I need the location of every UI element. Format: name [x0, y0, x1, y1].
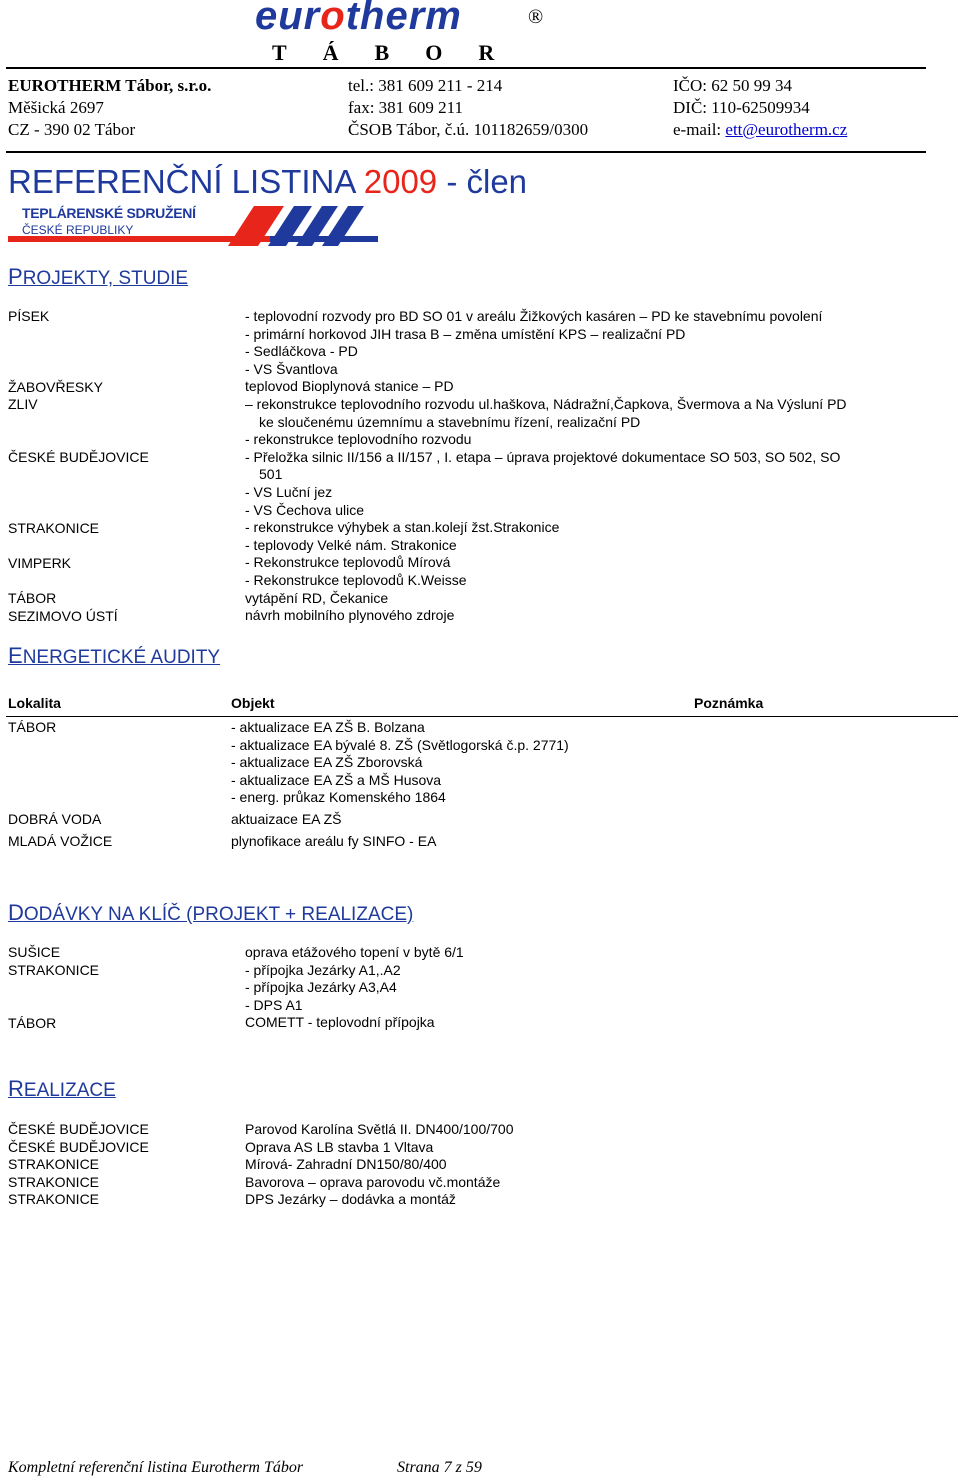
list-item: DPS Jezárky – dodávka a montáž: [245, 1191, 456, 1208]
list-item: - Sedláčkova - PD: [245, 343, 358, 360]
projekty-location: ČESKÉ BUDĚJOVICE: [8, 449, 149, 465]
list-item: Parovod Karolína Světlá II. DN400/100/700: [245, 1121, 514, 1137]
list-item: – rekonstrukce teplovodního rozvodu ul.haškova, Nádražní,Čapkova, Švermova a Na Výsluní PD: [245, 395, 847, 412]
header-rule-top: [6, 67, 926, 69]
list-item: ČESKÉ BUDĚJOVICE: [8, 1138, 149, 1155]
company-street: Měšická 2697: [8, 98, 104, 117]
list-item: ČESKÉ BUDĚJOVICE: [8, 1121, 149, 1137]
list-item: - rekonstrukce teplovodního rozvodu: [245, 431, 472, 448]
company-dic: DIČ: 110-62509934: [673, 98, 810, 117]
list-item: - Rekonstrukce teplovodů Mírová: [245, 554, 451, 571]
section-audity-heading: ENERGETICKÉ AUDITY: [8, 643, 221, 668]
list-item: oprava etážového topení v bytě 6/1: [245, 944, 464, 960]
tsr-logo-line1: TEPLÁRENSKÉ SDRUŽENÍ: [22, 205, 196, 221]
list-item: STRAKONICE: [8, 1156, 100, 1173]
table-cell-lokalita: MLADÁ VOŽICE: [8, 833, 113, 849]
footer-document-title: Kompletní referenční listina Eurotherm Tábor: [8, 1459, 304, 1476]
list-item: 501: [259, 466, 283, 483]
company-bank: ČSOB Tábor, č.ú. 101182659/0300: [348, 120, 589, 139]
realizace-locations: [8, 1121, 149, 1209]
table-header-poznamka: Poznámka: [694, 695, 764, 711]
list-item: - VS Čechova ulice: [245, 501, 365, 518]
realizace-items: [245, 1121, 514, 1209]
page-title: REFERENČNÍ LISTINA 2009 - člen: [8, 163, 528, 200]
list-item: Bavorova – oprava parovodu vč.montáže: [245, 1173, 501, 1190]
company-fax: fax: 381 609 211: [348, 98, 464, 117]
projekty-location: VIMPERK: [8, 555, 72, 571]
list-item: - rekonstrukce výhybek a stan.kolejí žst.Strakonice: [245, 519, 560, 536]
section-realizace-heading: REALIZACE: [8, 1076, 116, 1101]
projekty-location: SEZIMOVO ÚSTÍ: [8, 608, 118, 624]
company-address: [8, 75, 211, 141]
list-item: COMETT - teplovodní přípojka: [245, 1014, 435, 1031]
table-cell-objekt: aktuaizace EA ZŠ: [231, 811, 342, 827]
list-item: - Přeložka silnic II/156 a II/157 , I. etapa – úprava projektové dokumentace SO 503, SO 502, SO: [245, 448, 841, 465]
footer-page-number: Strana 7 z 59: [397, 1459, 482, 1476]
table-cell-objekt-group: [231, 719, 569, 807]
company-city: CZ - 390 02 Tábor: [8, 120, 136, 139]
dodavky-items: [245, 944, 464, 1032]
table-cell-lokalita: DOBRÁ VODA: [8, 811, 102, 827]
dodavky-location: SUŠICE: [8, 944, 61, 960]
table-cell-objekt: - aktualizace EA bývalé 8. ZŠ (Světlogorská č.p. 2771): [231, 736, 569, 753]
company-ico: IČO: 62 50 99 34: [673, 76, 792, 95]
dodavky-location: STRAKONICE: [8, 962, 100, 978]
header-rule-bottom: [6, 151, 926, 153]
email-label: e-mail:: [673, 120, 726, 139]
table-cell-objekt: - aktualizace EA ZŠ Zborovská: [231, 754, 423, 771]
company-name: EUROTHERM Tábor, s.r.o.: [8, 76, 212, 95]
list-item: - DPS A1: [245, 996, 303, 1013]
projekty-location: STRAKONICE: [8, 520, 100, 536]
projekty-location: ZLIV: [8, 396, 38, 412]
registered-mark: ®: [528, 6, 544, 28]
projekty-location: TÁBOR: [8, 590, 57, 606]
table-header-rule: [6, 716, 958, 717]
list-item: teplovod Bioplynová stanice – PD: [245, 378, 454, 395]
list-item: STRAKONICE: [8, 1173, 100, 1190]
dodavky-location: TÁBOR: [8, 1015, 57, 1031]
list-item: - VS Švantlova: [245, 360, 338, 377]
table-cell-lokalita: TÁBOR: [8, 719, 57, 735]
table-header-objekt: Objekt: [231, 695, 275, 711]
list-item: Oprava AS LB stavba 1 Vltava: [245, 1138, 434, 1155]
tsr-logo-line2: ČESKÉ REPUBLIKY: [22, 223, 134, 237]
company-tel: tel.: 381 609 211 - 214: [348, 76, 503, 95]
list-item: STRAKONICE: [8, 1191, 100, 1208]
company-ids: [673, 75, 847, 141]
list-item: - teplovodní rozvody pro BD SO 01 v areálu Žižkových kasáren – PD ke stavebnímu povolení: [245, 308, 823, 324]
eurotherm-logo: eurotherm: [255, 0, 462, 38]
projekty-items: [245, 308, 847, 625]
email-link[interactable]: ett@eurotherm.cz: [725, 120, 848, 139]
table-cell-objekt: plynofikace areálu fy SINFO - EA: [231, 833, 437, 849]
list-item: - Rekonstrukce teplovodů K.Weisse: [245, 571, 467, 588]
list-item: Mírová- Zahradní DN150/80/400: [245, 1156, 447, 1173]
section-dodavky-heading: DODÁVKY NA KLÍČ (PROJEKT + REALIZACE): [8, 900, 414, 925]
section-projekty-heading: PROJEKTY, STUDIE: [8, 264, 189, 289]
logo-subtitle: TÁBOR: [272, 40, 531, 65]
list-item: návrh mobilního plynového zdroje: [245, 607, 455, 624]
projekty-location: ŽABOVŘESKY: [8, 379, 103, 395]
list-item: - VS Luční jez: [245, 483, 333, 500]
table-cell-objekt: - aktualizace EA ZŠ B. Bolzana: [231, 719, 425, 735]
table-header-lokalita: Lokalita: [8, 695, 61, 711]
list-item: - přípojka Jezárky A1,.A2: [245, 961, 401, 978]
projekty-location: PÍSEK: [8, 308, 50, 324]
company-contacts: [348, 75, 588, 141]
list-item: - teplovody Velké nám. Strakonice: [245, 536, 457, 553]
list-item: - primární horkovod JIH trasa B – změna umístění KPS – realizační PD: [245, 325, 686, 342]
table-cell-objekt: - energ. průkaz Komenského 1864: [231, 789, 446, 806]
list-item: - přípojka Jezárky A3,A4: [245, 979, 397, 996]
company-email-line: [673, 119, 847, 141]
list-item: ke sloučenému územnímu a stavebnímu řízení, realizační PD: [259, 413, 641, 430]
table-cell-objekt: - aktualizace EA ZŠ a MŠ Husova: [231, 771, 442, 788]
list-item: vytápění RD, Čekanice: [245, 589, 389, 606]
